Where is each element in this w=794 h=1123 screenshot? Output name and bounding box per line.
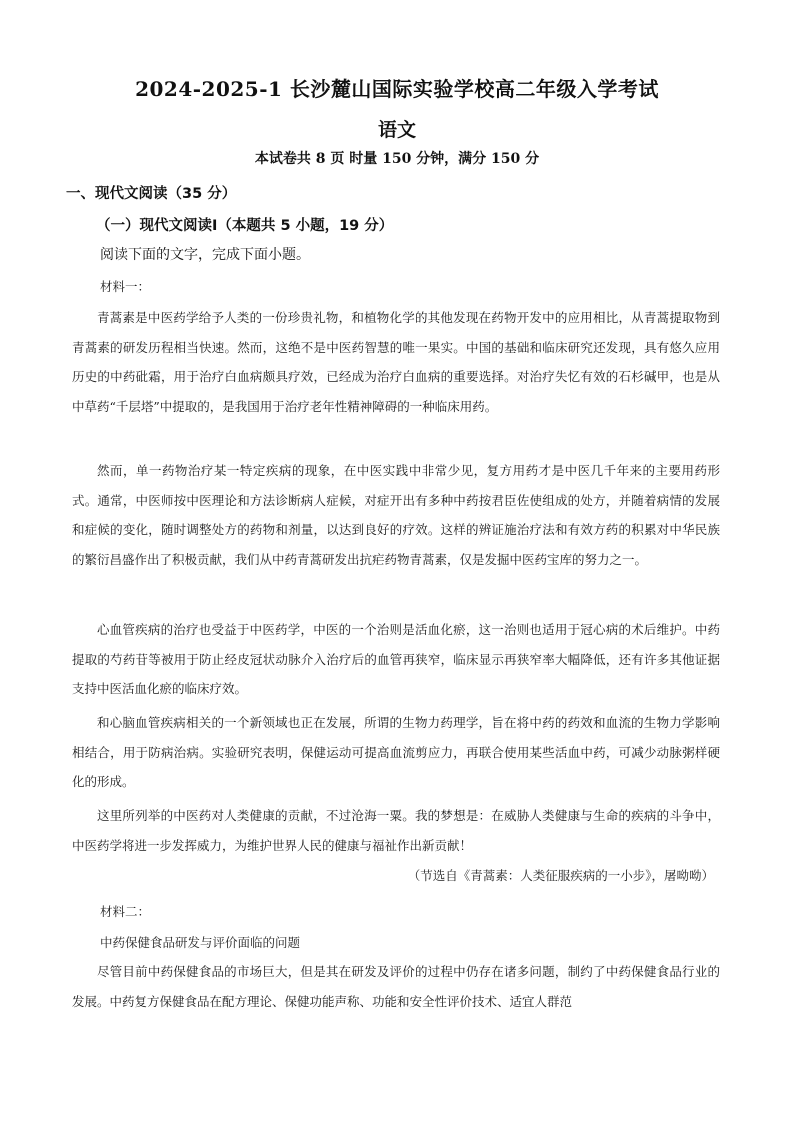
subject-title: 语文 (377, 119, 416, 141)
material-two-label: 材料二： (100, 904, 151, 919)
material-one-paragraph: 这里所列举的中医药对人类健康的贡献，不过沧海一粟。我的梦想是：在威胁人类健康与生命的疾病的斗争中，中医药学将进一步发挥威力，为维护世界人民的健康与福祉作出新贡献！ (72, 808, 720, 853)
article-title: 中药保健食品研发与评价面临的问题 (100, 935, 301, 950)
exam-title: 2024-2025-1 长沙麓山国际实验学校高二年级入学考试 (135, 77, 659, 101)
material-one-paragraph: 和心脑血管疾病相关的一个新领域也正在发展，所谓的生物力药理学，旨在将中药的药效和血流的生物力学影响相结合，用于防病治病。实验研究表明，保健运动可提高血流剪应力，再联合使用某些活血中药，可减少动脉粥样硬化的形成。 (72, 715, 720, 790)
section-heading: 一、现代文阅读（35 分） (66, 186, 237, 202)
material-one-label: 材料一： (100, 279, 151, 294)
reading-instruction: 阅读下面的文字，完成下面小题。 (100, 247, 310, 263)
material-two-paragraph: 尽管目前中药保健食品的市场巨大，但是其在研发及评价的过程中仍存在诸多问题，制约了中药保健食品行业的发展。中药复方保健食品在配方理论、保健功能声称、功能和安全性评价技术、适宜人群范 (72, 964, 720, 1009)
subsection-heading: （一）现代文阅读Ⅰ（本题共 5 小题，19 分） (96, 218, 394, 234)
material-one-paragraph: 然而，单一药物治疗某一特定疾病的现象，在中医实践中非常少见，复方用药才是中医几千年来的主要用药形式。通常，中医师按中医理论和方法诊断病人症候，对症开出有多种中药按君臣佐使组成的处方，并随着病情的发展和症候的变化，随时调整处方的药物和剂量，以达到良好的疗效。这样的辨证施治疗法和有效方药的积累对中华民族的繁衍昌盛作出了积极贡献，我们从中药青蒿研发出抗疟药物青蒿素，仅是发掘中医药宝库的努力之一。 (72, 463, 720, 567)
material-one-paragraph: 心血管疾病的治疗也受益于中医药学，中医的一个治则是活血化瘀，这一治则也适用于冠心病的术后维护。中药提取的芍药苷等被用于防止经皮冠状动脉介入治疗后的血管再狭窄，临床显示再狭窄率大幅降低，还有许多其他证据支持中医活血化瘀的临床疗效。 (72, 622, 720, 697)
material-one-paragraph: 青蒿素是中医药学给予人类的一份珍贵礼物，和植物化学的其他发现在药物开发中的应用相比，从青蒿提取物到青蒿素的研发历程相当快速。然而，这绝不是中医药智慧的唯一果实。中国的基础和临床研究还发现，具有悠久应用历史的中药砒霜，用于治疗白血病颇具疗效，已经成为治疗白血病的重要选择。对治疗失忆有效的石杉碱甲，也是从中草药“千层塔”中提取的，是我国用于治疗老年性精神障碍的一种临床用药。 (72, 310, 720, 414)
exam-info: 本试卷共 8 页 时量 150 分钟，满分 150 分 (254, 151, 540, 167)
source-citation: （节选自《青蒿素：人类征服疾病的一小步》，屠呦呦） (407, 868, 714, 883)
